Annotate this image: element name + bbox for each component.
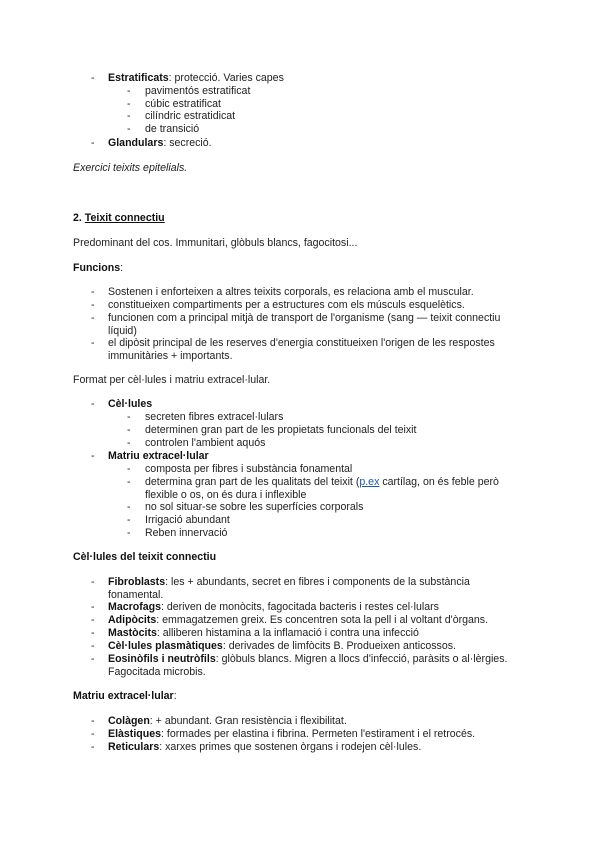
bullet-dash: - — [91, 398, 95, 410]
bullet-dash: - — [91, 715, 95, 727]
bullet-dash: - — [91, 450, 95, 462]
bullet-dash: - — [127, 110, 131, 122]
term: Eosinòfils i neutròfils — [108, 653, 216, 665]
fiber-item — [108, 715, 347, 728]
description: : derivades de limfòcits B. Produeixen anticossos. — [222, 640, 456, 652]
bullet-dash: - — [91, 137, 95, 149]
bullet-dash: - — [127, 411, 131, 423]
list-item-matrix — [108, 450, 209, 463]
sub-item — [145, 476, 530, 502]
list-item-glandular — [108, 137, 212, 150]
bullet-dash: - — [91, 627, 95, 639]
bullet-dash: - — [91, 337, 95, 349]
fiber-item — [108, 728, 475, 741]
term: Mastòcits — [108, 627, 157, 639]
term: Cèl·lules — [108, 398, 153, 410]
text-part: cartílag, on és feble però flexible o os, on és dura i inflexible — [145, 476, 499, 501]
bullet-dash: - — [91, 741, 95, 753]
bullet-dash: - — [127, 514, 131, 526]
cell-type-item — [108, 653, 528, 679]
list-item-stratified — [108, 72, 284, 85]
heading-text: Cèl·lules del teixit connectiu — [73, 551, 217, 563]
sub-item: cúbic estratificat — [145, 98, 221, 110]
bullet-dash: - — [127, 501, 131, 513]
sub-item: secreten fibres extracel·lulars — [145, 411, 284, 423]
bullet-dash: - — [91, 653, 95, 665]
term: Macrofags — [108, 601, 161, 613]
function-item: constitueixen compartiments per a estructures com els músculs esquelètics. — [108, 299, 465, 311]
cell-type-item — [108, 627, 419, 640]
fiber-item — [108, 741, 421, 754]
description: : deriven de monòcits, fagocitada bacteris i restes cel·lulars — [160, 601, 439, 613]
bullet-dash: - — [127, 527, 131, 539]
exercise-text: Exercici teixits epitelials. — [73, 162, 188, 174]
list-item-cells — [108, 398, 152, 411]
bullet-dash: - — [127, 123, 131, 135]
description: : formades per elastina i fibrina. Permeten l'estirament i el retrocés. — [161, 728, 476, 740]
function-item: el dipòsit principal de les reserves d'energia constitueixen l'origen de les respostes immunitàries + importants. — [108, 337, 495, 362]
sub-item: no sol situar-se sobre les superfícies corporals — [145, 501, 364, 513]
function-item: Sostenen i enforteixen a altres teixits corporals, es relaciona amb el muscular. — [108, 286, 474, 298]
description: : protecció. Varies capes — [168, 72, 284, 84]
term: Reticulars — [108, 741, 160, 753]
bullet-dash: - — [91, 286, 95, 298]
sub-item: Reben innervació — [145, 527, 228, 539]
term: Cèl·lules plasmàtiques — [108, 640, 223, 652]
format-paragraph: Format per cèl·lules i matriu extracel·lular. — [73, 374, 271, 386]
bullet-dash: - — [127, 437, 131, 449]
bullet-dash: - — [91, 728, 95, 740]
term: Fibroblasts — [108, 576, 166, 588]
bullet-dash: - — [91, 614, 95, 626]
description: : + abundant. Gran resistència i flexibilitat. — [149, 715, 347, 727]
cells-heading — [73, 551, 216, 564]
cell-type-item — [108, 640, 456, 653]
bullet-dash: - — [127, 85, 131, 97]
bullet-dash: - — [127, 98, 131, 110]
term: Glandulars — [108, 137, 164, 149]
functions-heading — [73, 262, 123, 275]
term: Colàgen — [108, 715, 150, 727]
sub-item: Irrigació abundant — [145, 514, 230, 526]
description: : secreció. — [163, 137, 212, 149]
term: Matriu extracel·lular — [108, 450, 209, 462]
sub-item: cilíndric estratidicat — [145, 110, 236, 122]
sub-item: de transició — [145, 123, 200, 135]
term: Elàstiques — [108, 728, 161, 740]
cell-type-item — [108, 614, 488, 627]
sub-item: composta per fibres i substància fonamental — [145, 463, 353, 475]
bullet-dash: - — [127, 463, 131, 475]
section-title: Teixit connectiu — [84, 212, 165, 224]
colon: : — [173, 690, 177, 702]
bullet-dash: - — [127, 424, 131, 436]
description: : xarxes primes que sostenen òrgans i rodejen cèl·lules. — [159, 741, 422, 753]
example-link[interactable]: p.ex — [359, 476, 380, 488]
section-heading — [73, 212, 165, 225]
description: : les + abundants, secret en fibres i components de la substància fonamental. — [108, 576, 470, 601]
term: Estratificats — [108, 72, 169, 84]
bullet-dash: - — [91, 640, 95, 652]
exercise-note — [73, 162, 187, 175]
section-number: 2. — [73, 212, 82, 224]
bullet-dash: - — [91, 299, 95, 311]
bullet-dash: - — [127, 476, 131, 488]
sub-item: controlen l'ambient aquós — [145, 437, 266, 449]
function-item: funcionen com a principal mitjà de transport de l'organisme (sang — teixit connectiu líquid) — [108, 312, 501, 337]
cell-type-item — [108, 576, 508, 602]
colon: : — [120, 262, 124, 274]
matrix-heading — [73, 690, 177, 703]
cell-type-item — [108, 601, 439, 614]
bullet-dash: - — [91, 72, 95, 84]
description: : glòbuls blancs. Migren a llocs d'infecció, paràsits o al·lèrgies. Fagocitada microbis. — [108, 653, 508, 678]
bullet-dash: - — [91, 601, 95, 613]
bullet-dash: - — [91, 312, 95, 324]
description: : alliberen histamina a la inflamació i contra una infecció — [156, 627, 419, 639]
sub-item: pavimentós estratificat — [145, 85, 251, 97]
sub-item: determinen gran part de les propietats funcionals del teixit — [145, 424, 417, 436]
heading-text: Funcions — [73, 262, 121, 274]
heading-text: Matriu extracel·lular — [73, 690, 174, 702]
intro-paragraph: Predominant del cos. Immunitari, glòbuls blancs, fagocitosi... — [73, 237, 358, 249]
description: : emmagatzemen greix. Es concentren sota la pell i al voltant d'òrgans. — [156, 614, 489, 626]
term: Adipòcits — [108, 614, 157, 626]
text-part: determina gran part de les qualitats del teixit ( — [145, 476, 360, 488]
bullet-dash: - — [91, 576, 95, 588]
